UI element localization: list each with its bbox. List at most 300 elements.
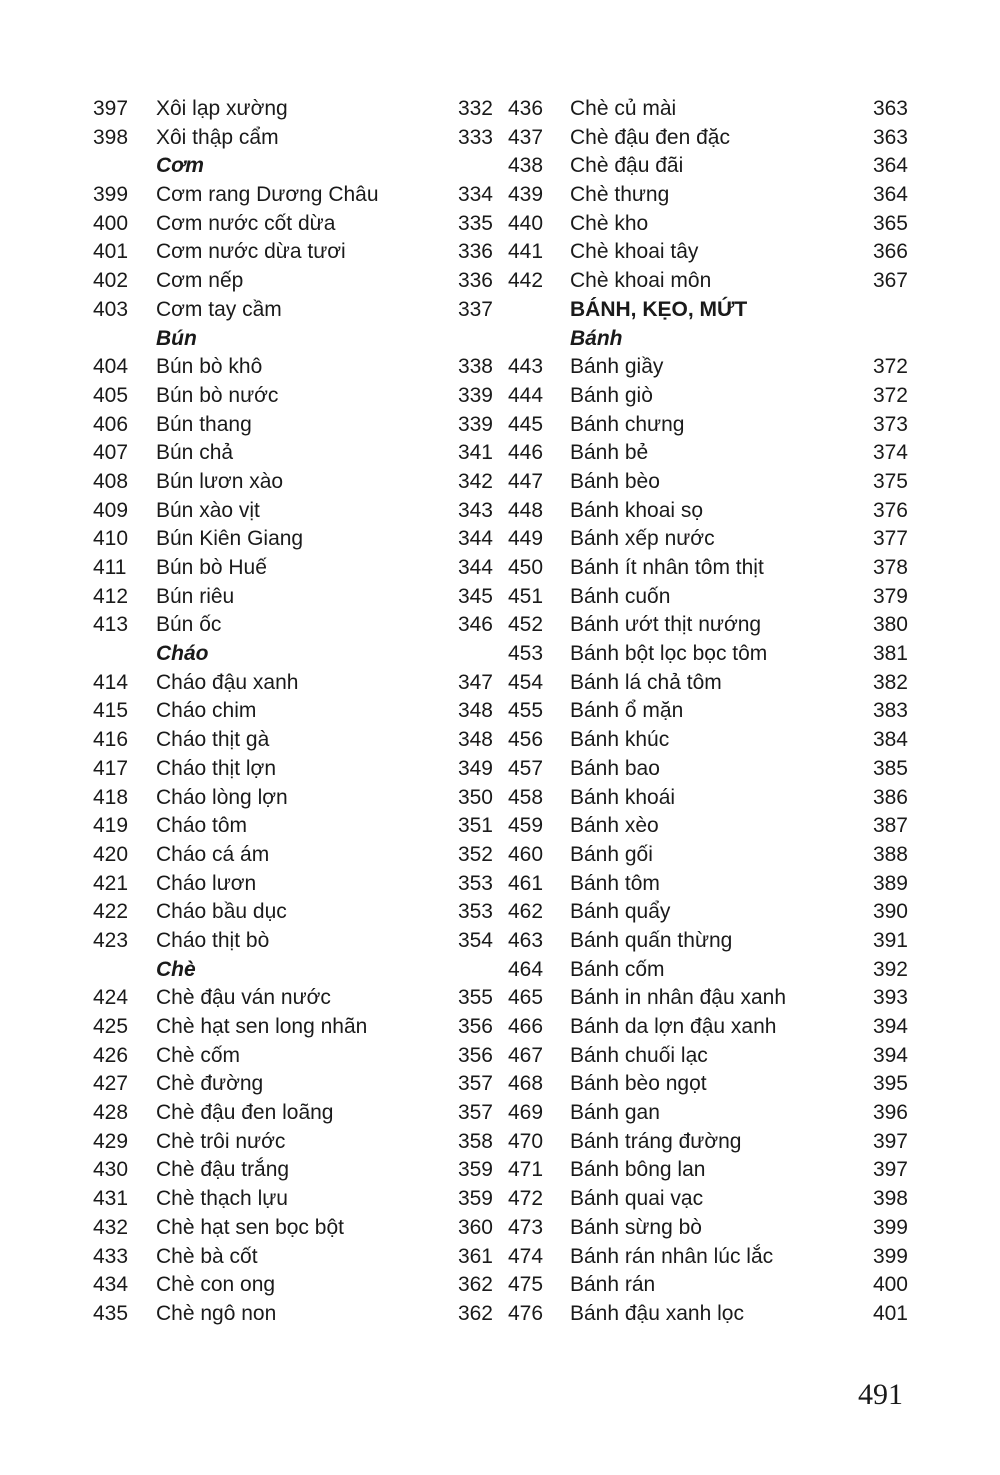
entry-title: Bún chả	[156, 441, 234, 465]
entry-number: 428	[93, 1101, 129, 1125]
entry-title: Cháo tôm	[156, 814, 248, 838]
entry-page: 387	[872, 814, 908, 838]
entry-page: 388	[872, 842, 908, 866]
toc-entry	[93, 1045, 493, 1074]
toc-entry	[508, 356, 908, 385]
entry-title: Cháo bầu dục	[156, 900, 287, 924]
category-heading	[93, 155, 493, 184]
entry-number: 472	[508, 1187, 544, 1211]
entry-number: 436	[508, 97, 544, 120]
toc-entry	[508, 1073, 908, 1102]
entry-title: Cháo lòng lợn	[156, 785, 288, 809]
entry-number: 411	[93, 556, 127, 579]
entry-page: 363	[872, 97, 908, 120]
toc-entry	[93, 901, 493, 930]
entry-title: Bánh rán nhân lúc lắc	[570, 1244, 774, 1268]
entry-page: 373	[872, 412, 908, 436]
entry-title: Bún bò khô	[156, 355, 263, 379]
entry-page: 355	[457, 986, 493, 1010]
entry-title: Chè củ mài	[570, 97, 677, 120]
entry-title: Bánh xếp nước	[570, 527, 715, 551]
entry-page: 389	[872, 871, 908, 895]
entry-number: 450	[508, 556, 544, 579]
toc-column-right	[508, 98, 908, 1332]
entry-title: Bánh tráng đường	[570, 1129, 742, 1153]
entry-page: 349	[457, 756, 493, 780]
entry-page: 351	[457, 814, 493, 838]
entry-page: 357	[457, 1072, 493, 1096]
entry-page: 399	[872, 1244, 908, 1268]
entry-number: 445	[508, 412, 544, 436]
entry-number: 473	[508, 1215, 544, 1239]
toc-entry	[508, 1303, 908, 1332]
entry-title: Bánh quai vạc	[570, 1187, 704, 1211]
entry-page: 360	[457, 1215, 493, 1239]
toc-entry	[93, 98, 493, 127]
entry-number: 469	[508, 1101, 544, 1125]
entry-title: Bánh gan	[570, 1101, 660, 1125]
entry-page: 352	[457, 842, 493, 866]
entry-number: 421	[93, 871, 129, 895]
entry-title: Cháo cá ám	[156, 842, 270, 866]
entry-page: 362	[457, 1273, 493, 1297]
entry-page: 380	[872, 613, 908, 637]
toc-entry	[93, 758, 493, 787]
entry-page: 377	[872, 527, 908, 551]
entry-title: Cháo thịt gà	[156, 728, 270, 752]
entry-number: 468	[508, 1072, 544, 1096]
entry-number: 405	[93, 383, 129, 407]
toc-entry	[508, 414, 908, 443]
entry-page: 357	[457, 1101, 493, 1125]
heading-title: BÁNH, KẸO, MỨT	[570, 297, 748, 321]
entry-page: 394	[872, 1043, 908, 1067]
entry-title: Bún ốc	[156, 613, 222, 637]
entry-number: 426	[93, 1043, 129, 1067]
toc-column-left	[93, 98, 493, 1332]
entry-title: Chè khoai môn	[570, 269, 712, 293]
toc-entry	[93, 557, 493, 586]
toc-entry	[508, 586, 908, 615]
entry-number: 458	[508, 785, 544, 809]
entry-number: 446	[508, 441, 544, 465]
toc-entry	[93, 1246, 493, 1275]
entry-page: 385	[872, 756, 908, 780]
toc-entry	[93, 672, 493, 701]
entry-number: 451	[508, 584, 544, 608]
entry-title: Bánh rán	[570, 1273, 656, 1297]
entry-title: Bánh giầy	[570, 355, 664, 379]
entry-title: Bánh khoai sọ	[570, 498, 704, 522]
entry-number: 440	[508, 211, 544, 235]
entry-number: 455	[508, 699, 544, 723]
entry-title: Bánh ít nhân tôm thịt	[570, 556, 764, 579]
entry-number: 453	[508, 642, 544, 666]
toc-entry	[93, 1016, 493, 1045]
entry-title: Cơm nước cốt dừa	[156, 211, 336, 235]
entry-number: 408	[93, 469, 129, 493]
entry-page: 394	[872, 1015, 908, 1038]
entry-number: 465	[508, 986, 544, 1010]
entry-page: 390	[872, 900, 908, 924]
entry-page: 353	[457, 900, 493, 924]
entry-number: 476	[508, 1301, 544, 1325]
entry-title: Bánh bèo	[570, 469, 660, 493]
toc-entry	[93, 127, 493, 156]
entry-title: Chè đường	[156, 1072, 264, 1096]
entry-title: Chè trôi nước	[156, 1129, 286, 1153]
entry-title: Bánh sừng bò	[570, 1215, 702, 1239]
toc-entry	[93, 700, 493, 729]
toc-entry	[508, 1131, 908, 1160]
toc-entry	[508, 1217, 908, 1246]
entry-number: 462	[508, 900, 544, 924]
category-heading	[93, 959, 493, 988]
entry-number: 412	[93, 584, 129, 608]
entry-title: Chè khoai tây	[570, 240, 699, 264]
entry-title: Chè đậu đen loãng	[156, 1101, 334, 1125]
entry-number: 437	[508, 125, 544, 149]
entry-title: Bún xào vịt	[156, 498, 260, 522]
toc-entry	[508, 270, 908, 299]
entry-page: 372	[872, 383, 908, 407]
entry-title: Chè đậu trắng	[156, 1158, 290, 1182]
toc-entry	[93, 299, 493, 328]
entry-title: Bún bò nước	[156, 383, 279, 407]
toc-entry	[93, 729, 493, 758]
entry-title: Chè thưng	[570, 183, 670, 207]
entry-title: Bánh khoái	[570, 785, 676, 809]
entry-number: 452	[508, 613, 544, 637]
entry-page: 386	[872, 785, 908, 809]
toc-entry	[93, 614, 493, 643]
entry-number: 423	[93, 928, 129, 952]
category-heading	[93, 643, 493, 672]
entry-title: Bánh cuốn	[570, 584, 671, 608]
entry-page: 356	[457, 1043, 493, 1067]
entry-number: 429	[93, 1129, 129, 1153]
toc-entry	[508, 815, 908, 844]
entry-title: Cháo thịt bò	[156, 928, 270, 952]
toc-entry	[508, 614, 908, 643]
entry-page: 401	[872, 1301, 908, 1325]
entry-number: 424	[93, 986, 129, 1010]
entry-page: 348	[457, 728, 493, 752]
entry-title: Bánh bông lan	[570, 1158, 706, 1182]
toc-entry	[508, 1246, 908, 1275]
entry-title: Bánh gối	[570, 842, 653, 866]
toc-entry	[508, 672, 908, 701]
entry-page: 397	[872, 1129, 908, 1153]
toc-entry	[93, 1159, 493, 1188]
entry-title: Bún bò Huế	[156, 556, 267, 579]
entry-page: 336	[457, 240, 493, 264]
toc-entry	[93, 241, 493, 270]
entry-page: 339	[457, 383, 493, 407]
toc-entry	[508, 700, 908, 729]
entry-number: 459	[508, 814, 544, 838]
entry-title: Chè con ong	[156, 1273, 276, 1297]
entry-page: 358	[457, 1129, 493, 1153]
toc-entry	[93, 1102, 493, 1131]
category-heading	[508, 328, 908, 357]
entry-title: Chè kho	[570, 211, 649, 235]
toc-entry	[93, 815, 493, 844]
entry-number: 457	[508, 756, 544, 780]
entry-title: Cơm nước dừa tươi	[156, 240, 346, 264]
toc-entry	[93, 471, 493, 500]
toc-entry	[508, 1274, 908, 1303]
entry-page: 339	[457, 412, 493, 436]
entry-number: 419	[93, 814, 129, 838]
entry-number: 404	[93, 355, 129, 379]
entry-number: 463	[508, 928, 544, 952]
toc-entry	[93, 1303, 493, 1332]
entry-page: 391	[872, 928, 908, 952]
toc-entry	[508, 787, 908, 816]
toc-entry	[508, 758, 908, 787]
entry-page: 353	[457, 871, 493, 895]
entry-title: Cơm nếp	[156, 269, 244, 293]
toc-entry	[508, 729, 908, 758]
entry-title: Bánh da lợn đậu xanh	[570, 1015, 777, 1038]
entry-title: Bánh chưng	[570, 412, 685, 436]
toc-entry	[93, 500, 493, 529]
entry-number: 399	[93, 183, 129, 207]
toc-entry	[508, 643, 908, 672]
entry-title: Bánh in nhân đậu xanh	[570, 986, 787, 1010]
entry-number: 422	[93, 900, 129, 924]
entry-title: Chè bà cốt	[156, 1244, 258, 1268]
entry-page: 367	[872, 269, 908, 293]
entry-number: 410	[93, 527, 129, 551]
entry-number: 407	[93, 441, 129, 465]
entry-title: Chè đậu đãi	[570, 154, 684, 178]
entry-number: 439	[508, 183, 544, 207]
entry-title: Bánh bẻ	[570, 441, 649, 465]
entry-title: Chè cốm	[156, 1043, 241, 1067]
toc-entry	[93, 1073, 493, 1102]
entry-page: 382	[872, 670, 908, 694]
toc-entry	[93, 987, 493, 1016]
toc-entry	[508, 385, 908, 414]
entry-number: 425	[93, 1015, 129, 1038]
entry-page: 341	[457, 441, 493, 465]
toc-entry	[508, 987, 908, 1016]
entry-page: 365	[872, 211, 908, 235]
entry-title: Bánh ướt thịt nướng	[570, 613, 762, 637]
toc-entry	[93, 873, 493, 902]
entry-number: 474	[508, 1244, 544, 1268]
entry-number: 416	[93, 728, 129, 752]
entry-number: 434	[93, 1273, 129, 1297]
entry-page: 400	[872, 1273, 908, 1297]
entry-page: 334	[457, 183, 493, 207]
toc-entry	[93, 385, 493, 414]
entry-number: 454	[508, 670, 544, 694]
entry-number: 449	[508, 527, 544, 551]
entry-page: 383	[872, 699, 908, 723]
entry-page: 348	[457, 699, 493, 723]
entry-number: 447	[508, 469, 544, 493]
entry-page: 362	[457, 1301, 493, 1325]
entry-page: 384	[872, 728, 908, 752]
entry-title: Chè thạch lựu	[156, 1187, 288, 1211]
entry-page: 342	[457, 469, 493, 493]
entry-number: 444	[508, 383, 544, 407]
entry-page: 345	[457, 584, 493, 608]
toc-entry	[508, 471, 908, 500]
entry-page: 338	[457, 355, 493, 379]
toc-entry	[93, 1188, 493, 1217]
toc-entry	[508, 959, 908, 988]
toc-entry	[508, 241, 908, 270]
entry-title: Cháo chim	[156, 699, 257, 723]
toc-entry	[508, 98, 908, 127]
entry-number: 441	[508, 240, 544, 264]
entry-title: Cơm tay cầm	[156, 297, 282, 321]
entry-number: 432	[93, 1215, 129, 1239]
entry-title: Chè ngô non	[156, 1301, 277, 1325]
entry-page: 399	[872, 1215, 908, 1239]
entry-number: 443	[508, 355, 544, 379]
toc-entry	[93, 528, 493, 557]
toc-entry	[93, 1131, 493, 1160]
entry-number: 420	[93, 842, 129, 866]
entry-title: Bún riêu	[156, 584, 235, 608]
toc-entry	[93, 270, 493, 299]
entry-title: Cháo lươn	[156, 871, 257, 895]
entry-page: 397	[872, 1158, 908, 1182]
entry-page: 344	[457, 556, 493, 579]
entry-title: Xôi lạp xường	[156, 97, 288, 120]
heading-title: Cháo	[156, 642, 209, 666]
entry-number: 467	[508, 1043, 544, 1067]
entry-page: 363	[872, 125, 908, 149]
entry-title: Chè đậu đen đặc	[570, 125, 730, 149]
toc-entry	[508, 1016, 908, 1045]
entry-title: Bánh giò	[570, 383, 653, 407]
entry-title: Xôi thập cẩm	[156, 125, 279, 149]
toc-entry	[508, 127, 908, 156]
entry-number: 418	[93, 785, 129, 809]
entry-number: 470	[508, 1129, 544, 1153]
entry-title: Bánh bao	[570, 756, 660, 780]
entry-page: 366	[872, 240, 908, 264]
entry-page: 344	[457, 527, 493, 551]
entry-page: 332	[457, 97, 493, 120]
entry-page: 381	[872, 642, 908, 666]
entry-page: 335	[457, 211, 493, 235]
toc-entry	[93, 414, 493, 443]
entry-title: Cháo thịt lợn	[156, 756, 277, 780]
toc-entry	[508, 1045, 908, 1074]
entry-page: 354	[457, 928, 493, 952]
toc-entry	[508, 844, 908, 873]
entry-page: 376	[872, 498, 908, 522]
entry-title: Bánh ổ mặn	[570, 699, 684, 723]
entry-number: 414	[93, 670, 129, 694]
toc-entry	[93, 442, 493, 471]
entry-page: 361	[457, 1244, 493, 1268]
toc-entry	[508, 213, 908, 242]
entry-number: 471	[508, 1158, 544, 1182]
entry-number: 402	[93, 269, 129, 293]
toc-entry	[93, 184, 493, 213]
entry-title: Chè hạt sen long nhãn	[156, 1015, 368, 1038]
page-number: 491	[858, 1378, 903, 1411]
entry-page: 347	[457, 670, 493, 694]
entry-number: 433	[93, 1244, 129, 1268]
toc-entry	[508, 1102, 908, 1131]
entry-number: 464	[508, 957, 544, 981]
entry-title: Bánh bèo ngọt	[570, 1072, 707, 1096]
toc-entry	[93, 213, 493, 242]
toc-entry	[508, 873, 908, 902]
toc-entry	[93, 930, 493, 959]
entry-title: Bún thang	[156, 412, 252, 436]
toc-entry	[508, 528, 908, 557]
entry-number: 413	[93, 613, 129, 637]
entry-page: 378	[872, 556, 908, 579]
entry-number: 397	[93, 97, 129, 120]
entry-page: 398	[872, 1187, 908, 1211]
entry-title: Cơm rang Dương Châu	[156, 183, 379, 207]
entry-number: 400	[93, 211, 129, 235]
entry-page: 395	[872, 1072, 908, 1096]
entry-page: 336	[457, 269, 493, 293]
toc-entry	[93, 787, 493, 816]
entry-title: Bánh cốm	[570, 957, 665, 981]
entry-title: Cháo đậu xanh	[156, 670, 299, 694]
entry-title: Bánh chuối lạc	[570, 1043, 708, 1067]
entry-page: 359	[457, 1187, 493, 1211]
entry-page: 333	[457, 125, 493, 149]
heading-title: Chè	[156, 957, 196, 981]
toc-entry	[508, 442, 908, 471]
entry-page: 350	[457, 785, 493, 809]
toc-entry	[508, 184, 908, 213]
toc-entry	[93, 356, 493, 385]
toc-entry	[508, 500, 908, 529]
entry-page: 364	[872, 154, 908, 178]
entry-page: 375	[872, 469, 908, 493]
toc-entry	[93, 1217, 493, 1246]
entry-page: 374	[872, 441, 908, 465]
entry-number: 438	[508, 154, 544, 178]
entry-title: Chè hạt sen bọc bột	[156, 1215, 344, 1239]
entry-number: 406	[93, 412, 129, 436]
entry-number: 466	[508, 1015, 544, 1038]
entry-title: Bánh xèo	[570, 814, 659, 838]
entry-page: 337	[457, 297, 493, 321]
heading-title: Bún	[156, 326, 197, 350]
entry-page: 364	[872, 183, 908, 207]
entry-number: 461	[508, 871, 544, 895]
entry-number: 409	[93, 498, 129, 522]
entry-number: 442	[508, 269, 544, 293]
entry-page: 343	[457, 498, 493, 522]
toc-entry	[508, 557, 908, 586]
entry-number: 415	[93, 699, 129, 723]
entry-number: 417	[93, 756, 129, 780]
entry-page: 392	[872, 957, 908, 981]
toc-entry	[508, 901, 908, 930]
entry-title: Bánh quấn thừng	[570, 928, 733, 952]
entry-page: 359	[457, 1158, 493, 1182]
entry-number: 456	[508, 728, 544, 752]
entry-number: 448	[508, 498, 544, 522]
